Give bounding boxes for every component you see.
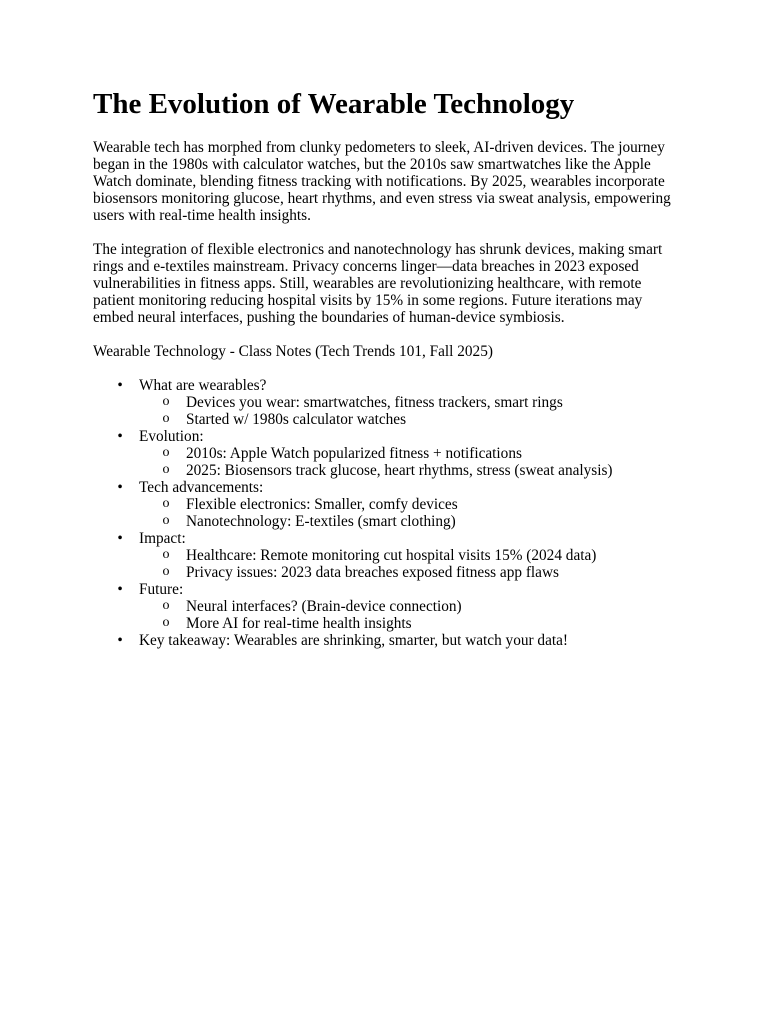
bullet-icon: • [117, 581, 123, 598]
sub-outline [139, 598, 683, 632]
sub-outline-item [139, 462, 683, 479]
document-page [93, 84, 683, 649]
sub-outline-item [139, 547, 683, 564]
sub-outline-item [139, 394, 683, 411]
circle-bullet-icon: o [162, 411, 170, 426]
outline-item-text: What are wearables? [139, 377, 267, 394]
class-notes-heading: Wearable Technology - Class Notes (Tech Trends 101, Fall 2025) [93, 343, 493, 360]
sub-outline-item [139, 445, 683, 462]
sub-outline-item [139, 411, 683, 428]
bullet-icon: • [117, 632, 123, 649]
sub-outline-item-text: Nanotechnology: E-textiles (smart clothing) [186, 513, 456, 530]
circle-bullet-icon: o [162, 598, 170, 613]
sub-outline [139, 496, 683, 530]
sub-outline-item-text: More AI for real-time health insights [186, 615, 412, 632]
outline-item-text: Key takeaway: Wearables are shrinking, smarter, but watch your data! [139, 632, 568, 649]
sub-outline-item-text: Neural interfaces? (Brain-device connection) [186, 598, 462, 615]
outline-item-text: Future: [139, 581, 184, 598]
sub-outline-item-text: Devices you wear: smartwatches, fitness trackers, smart rings [186, 394, 563, 411]
sub-outline-item-text: Privacy issues: 2023 data breaches exposed fitness app flaws [186, 564, 559, 581]
bullet-icon: • [117, 530, 123, 547]
body-paragraph: The integration of flexible electronics and nanotechnology has shrunk devices, making smart rings and e-textiles mainstream. Privacy concerns linger—data breaches in 2023 exposed vulnerabilities in fitness apps. Still, wearables are revolutionizing healthcare, with remote patient monitoring reducing hospital visits by 15% in some regions. Future iterations may embed neural interfaces, pushing the boundaries of human-device symbiosis. [93, 241, 663, 326]
bullet-icon: • [117, 377, 123, 394]
sub-outline-item [139, 496, 683, 513]
sub-outline-item-text: Healthcare: Remote monitoring cut hospital visits 15% (2024 data) [186, 547, 597, 564]
outline-item [93, 479, 683, 530]
sub-outline-item-text: Flexible electronics: Smaller, comfy devices [186, 496, 458, 513]
sub-outline [139, 394, 683, 428]
bullet-icon: • [117, 428, 123, 445]
sub-outline-item [139, 598, 683, 615]
circle-bullet-icon: o [162, 462, 170, 477]
circle-bullet-icon: o [162, 394, 170, 409]
outline-item [93, 377, 683, 428]
circle-bullet-icon: o [162, 615, 170, 630]
outline-item [93, 581, 683, 632]
sub-outline-item [139, 615, 683, 632]
circle-bullet-icon: o [162, 564, 170, 579]
circle-bullet-icon: o [162, 445, 170, 460]
outline-item-text: Tech advancements: [139, 479, 264, 496]
intro-paragraph: Wearable tech has morphed from clunky pedometers to sleek, AI-driven devices. The journey began in the 1980s with calculator watches, but the 2010s saw smartwatches like the Apple Watch dominate, blending fitness tracking with notifications. By 2025, wearables incorporate biosensors monitoring glucose, heart rhythms, and even stress via sweat analysis, empowering users with real-time health insights. [93, 139, 671, 224]
circle-bullet-icon: o [162, 547, 170, 562]
sub-outline-item-text: 2025: Biosensors track glucose, heart rhythms, stress (sweat analysis) [186, 462, 613, 479]
sub-outline-item-text: Started w/ 1980s calculator watches [186, 411, 407, 428]
outline-item [93, 530, 683, 581]
sub-outline-item-text: 2010s: Apple Watch popularized fitness + notifications [186, 445, 522, 462]
outline-item-text: Evolution: [139, 428, 204, 445]
notes-outline [93, 377, 683, 649]
outline-item [93, 428, 683, 479]
circle-bullet-icon: o [162, 496, 170, 511]
sub-outline-item [139, 564, 683, 581]
bullet-icon: • [117, 479, 123, 496]
circle-bullet-icon: o [162, 513, 170, 528]
document-title: The Evolution of Wearable Technology [93, 88, 575, 120]
sub-outline [139, 547, 683, 581]
outline-item-text: Impact: [139, 530, 186, 547]
outline-item [93, 632, 683, 649]
sub-outline-item [139, 513, 683, 530]
sub-outline [139, 445, 683, 479]
